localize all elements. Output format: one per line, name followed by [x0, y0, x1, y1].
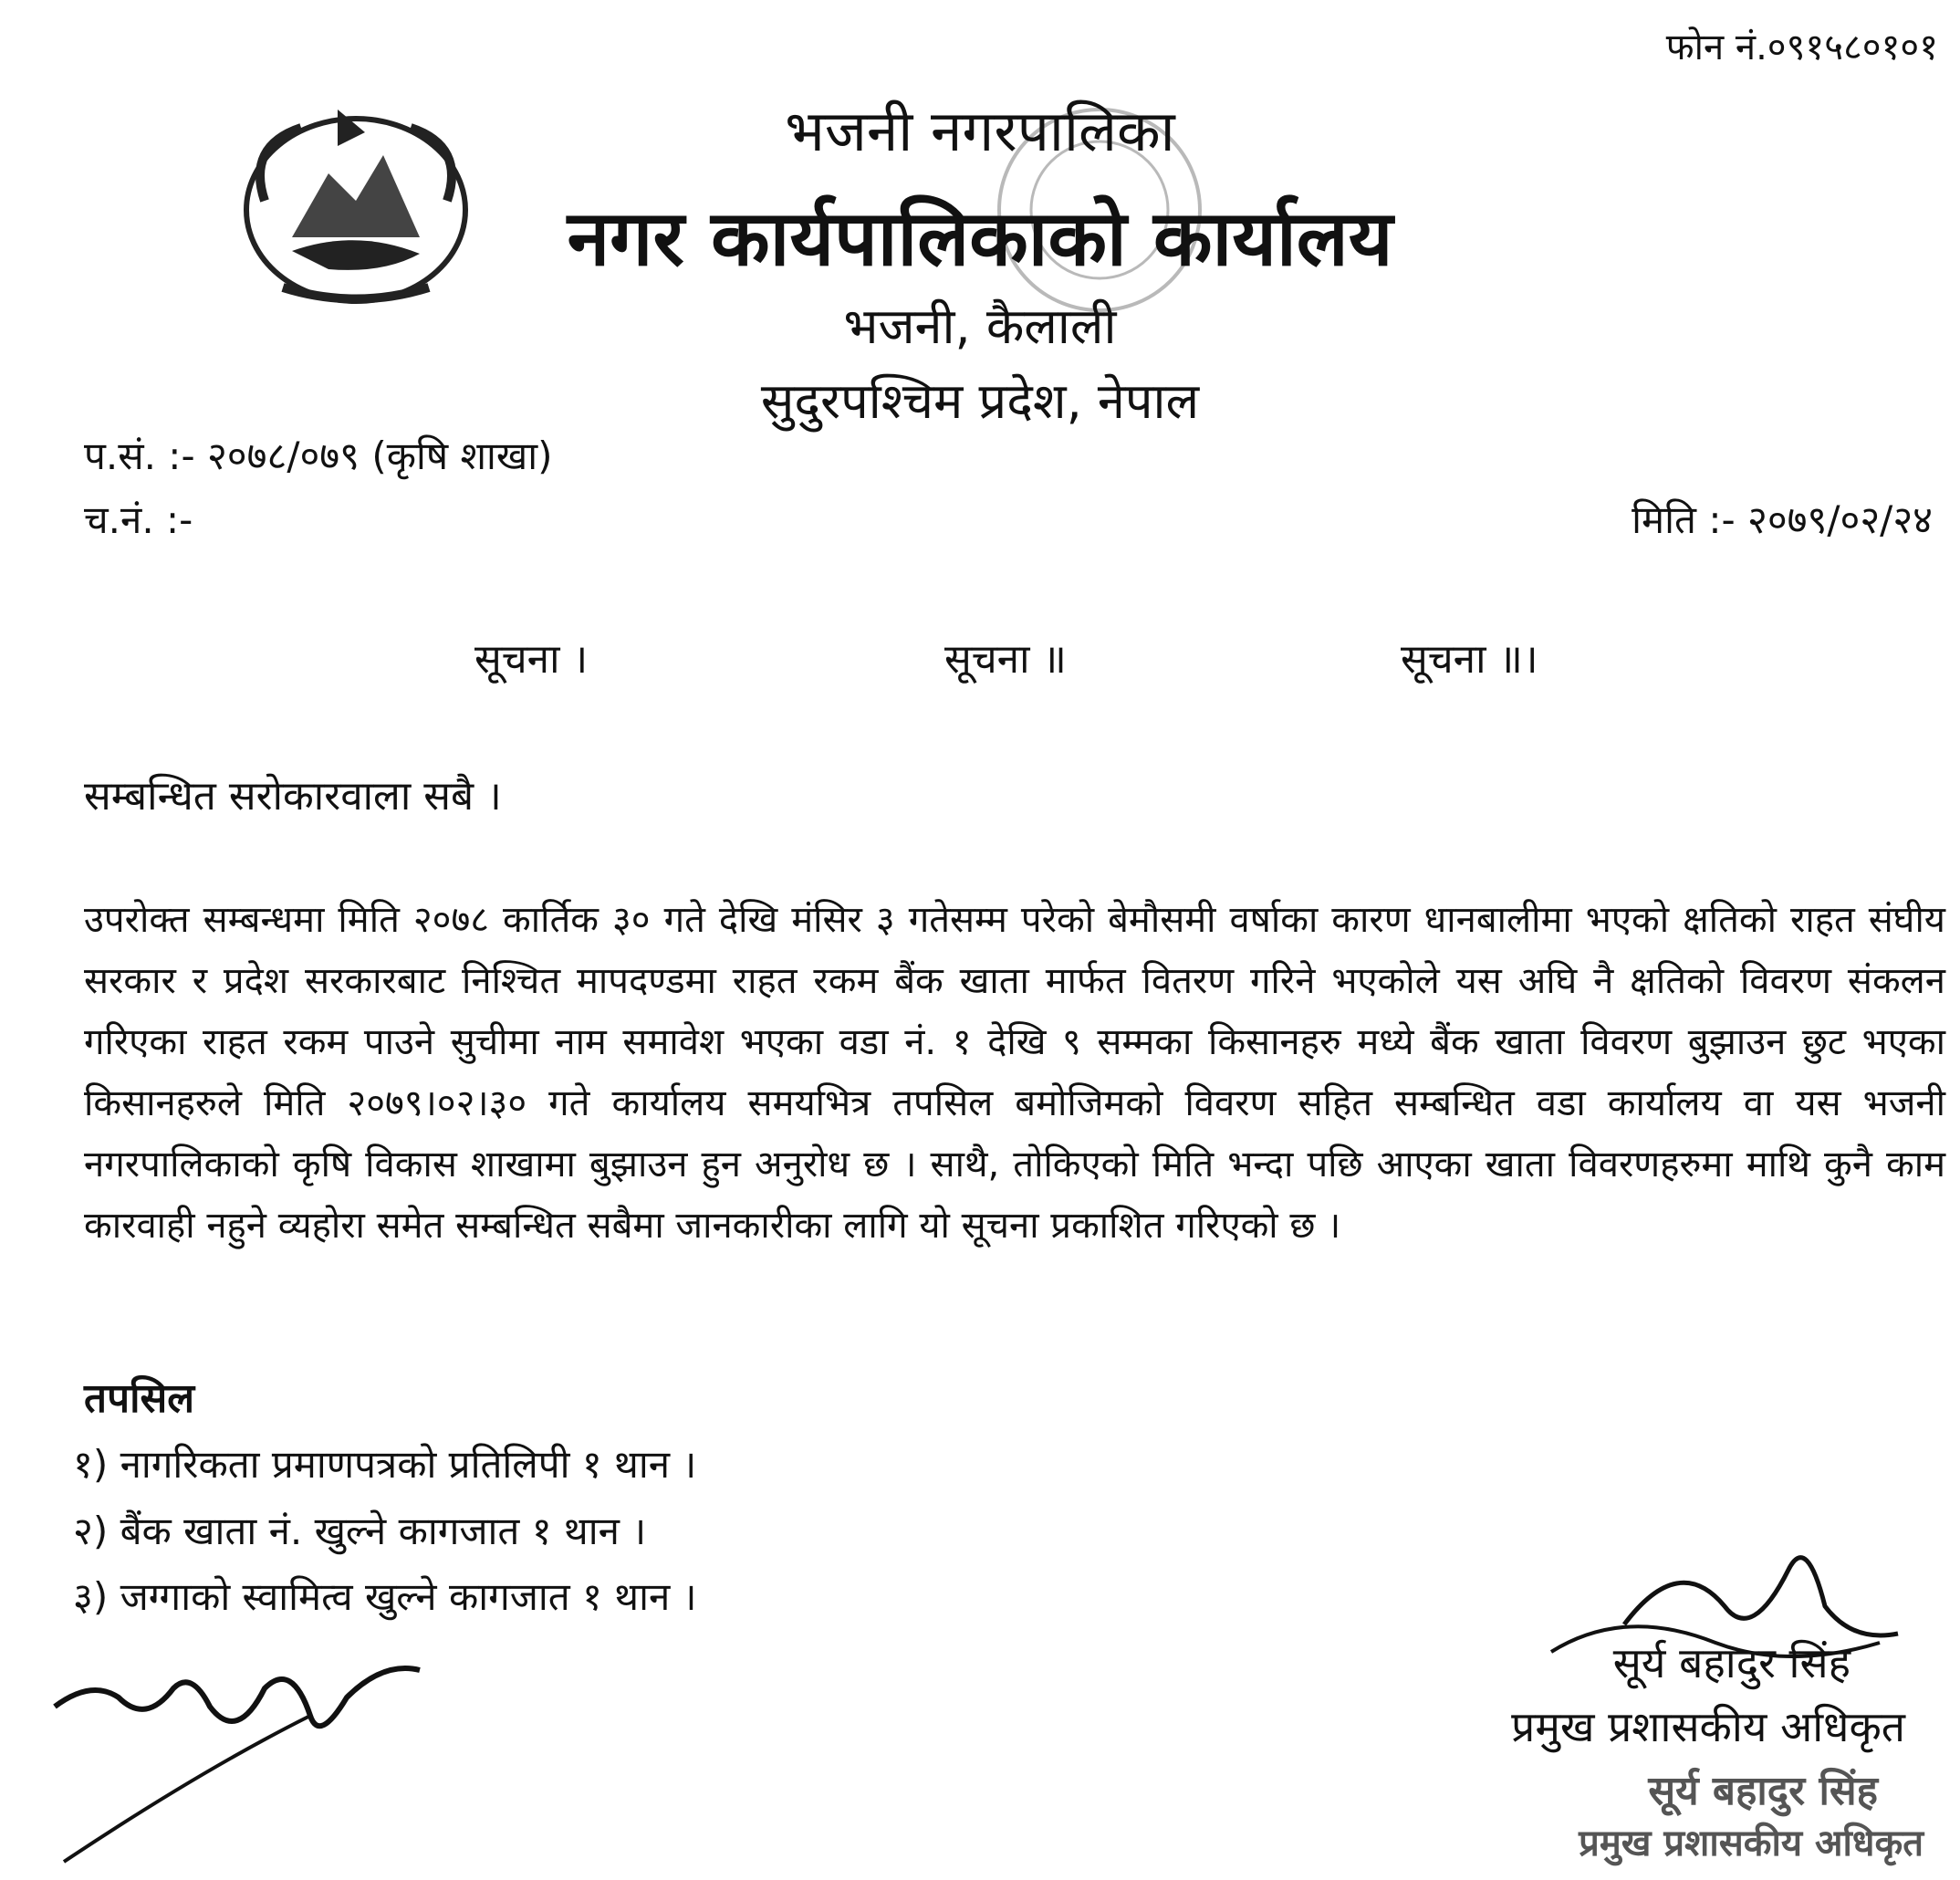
reference-number: प.सं. :- २०७८/०७९ (कृषि शाखा) — [84, 433, 553, 478]
phone-number: फोन नं.०९१५८०१०१ — [1665, 26, 1938, 68]
tapasil-heading: तपसिल — [84, 1375, 195, 1422]
letter-date: मिति :- २०७९/०२/२४ — [1632, 497, 1933, 542]
list-item: १) नागरिकता प्रमाणपत्रको प्रतिलिपी १ थान । — [73, 1442, 697, 1487]
municipality-name: भजनी नगरपालिका — [785, 98, 1175, 164]
signature-left — [36, 1606, 438, 1880]
signer-name: सूर्य बहादुर सिंह — [1612, 1638, 1851, 1687]
office-name: नगर कार्यपालिकाको कार्यालय — [567, 193, 1393, 283]
stamp-title: प्रमुख प्रशासकीय अधिकृत — [1579, 1823, 1924, 1864]
list-item: २) बैंक खाता नं. खुल्ने कागजात १ थान । — [73, 1509, 647, 1553]
letter-body: उपरोक्त सम्बन्धमा मिति २०७८ कार्तिक ३० गते देखि मंसिर ३ गतेसम्म परेको बेमौसमी वर्षाका कारण धानबालीमा भएको क्षतिको राहत संघीय सरकार र प्रदेश सरकारबाट निश्चित मापदण्डमा राहत रकम बैंक खाता मार्फत वितरण गरिने भएकोले यस अघि नै क्षतिको विवरण संकलन गरिएका राहत रकम पाउने सुचीमा नाम समावेश भएका वडा नं. १ देखि ९ सम्मका किसानहरु मध्ये बैंक खाता विवरण बुझाउन छुट भएका किसानहरुले मिति २०७९।०२।३० गते कार्यालय समयभित्र तपसिल बमोजिमको विवरण सहित सम्बन्धित वडा कार्यालय वा यस भजनी नगरपालिकाको कृषि विकास शाखामा बुझाउन हुन अनुरोध छ । साथै, तोकिएको मिति भन्दा पछि आएका खाता विवरणहरुमा माथि कुनै काम कारवाही नहुने व्यहोरा समेत सम्बन्धित सबैमा जानकारीका लागि यो सूचना प्रकाशित गरिएको छ । — [84, 899, 1945, 1247]
dispatch-number: च.नं. :- — [84, 497, 193, 542]
notice-heading: सूचना ॥ — [944, 636, 1067, 683]
notice-heading: सूचना । — [474, 636, 589, 683]
office-location: भजनी, कैलाली — [843, 298, 1117, 355]
signer-title: प्रमुख प्रशासकीय अधिकृत — [1511, 1702, 1905, 1751]
notice-heading: सूचना ॥। — [1401, 636, 1538, 683]
stamp-name: सूर्य बहादुर सिंह — [1648, 1768, 1878, 1814]
list-item: ३) जग्गाको स्वामित्व खुल्ने कागजात १ थान । — [73, 1574, 697, 1619]
province-country: सुदुरपश्चिम प्रदेश, नेपाल — [760, 372, 1200, 430]
salutation: सम्बन्धित सरोकारवाला सबै । — [84, 773, 502, 820]
